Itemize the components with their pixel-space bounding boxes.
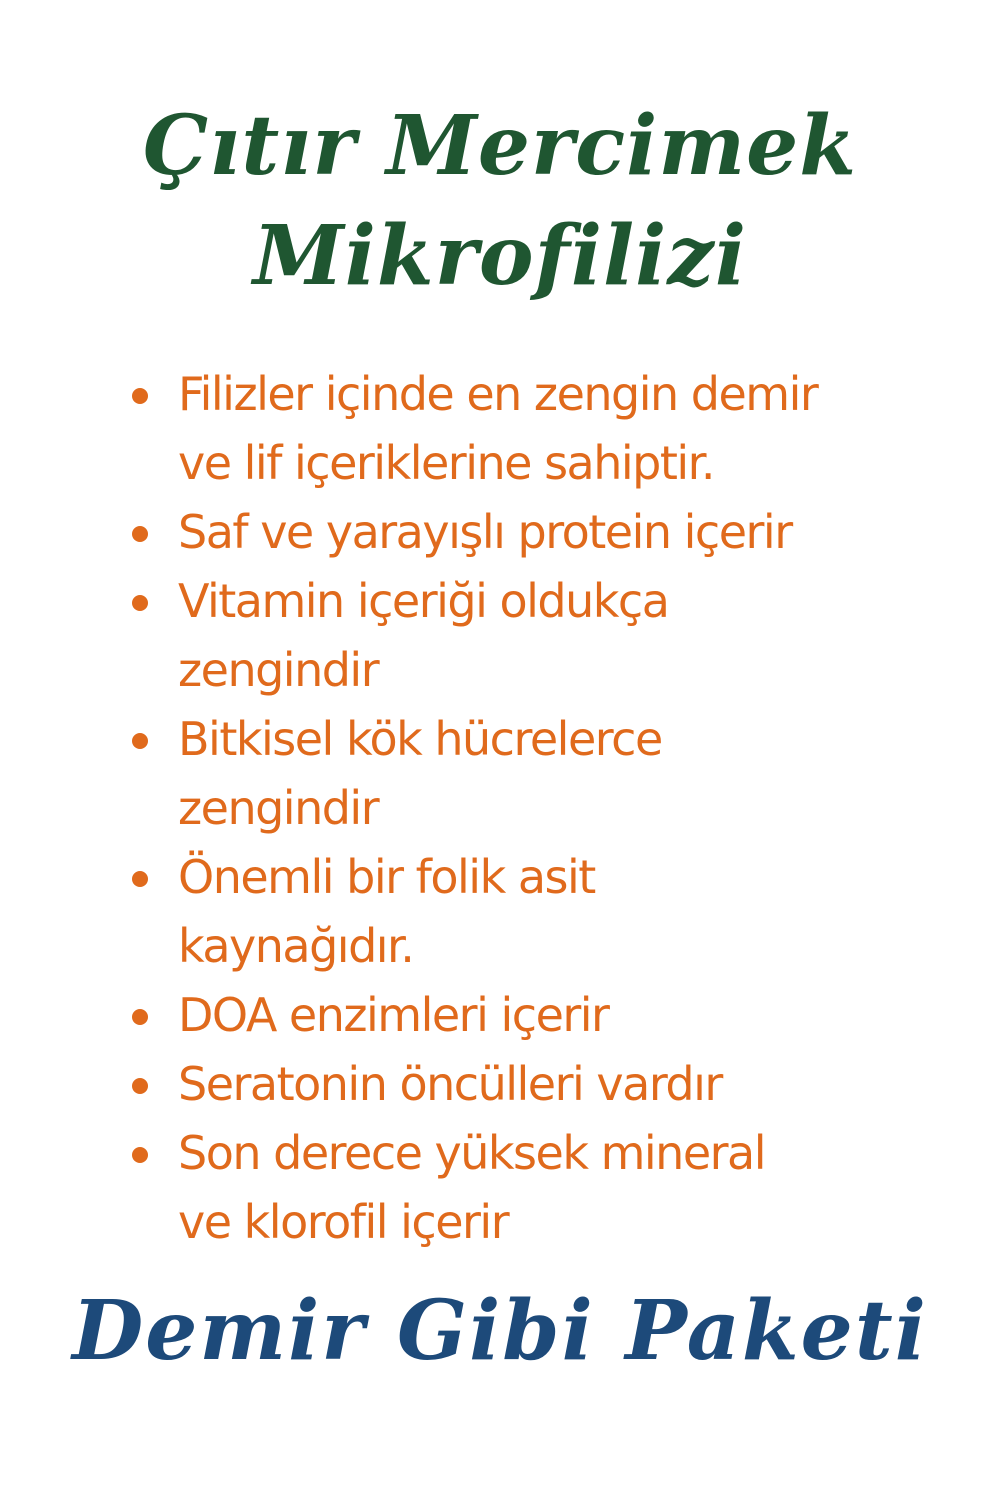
benefits-list <box>130 360 960 1257</box>
bullet-dot-icon <box>132 1078 148 1094</box>
list-item <box>130 498 960 567</box>
list-item-line: DOA enzimleri içerir <box>178 988 609 1042</box>
list-item-line: kaynağıdır. <box>178 919 414 973</box>
list-item <box>130 567 960 705</box>
bullet-dot-icon <box>132 733 148 749</box>
bullet-dot-icon <box>132 526 148 542</box>
bullet-dot-icon <box>132 1147 148 1163</box>
list-item <box>130 360 960 498</box>
list-item-line: Önemli bir folik asit <box>178 850 595 904</box>
list-item-line: Bitkisel kök hücrelerce <box>178 712 662 766</box>
list-item-line: ve klorofil içerir <box>178 1195 509 1249</box>
list-item <box>130 981 960 1050</box>
list-item <box>130 705 960 843</box>
list-item-line: Son derece yüksek mineral <box>178 1126 766 1180</box>
bullet-dot-icon <box>132 871 148 887</box>
list-item <box>130 1119 960 1257</box>
list-item <box>130 843 960 981</box>
list-item-line: Vitamin içeriği oldukça <box>178 574 669 628</box>
bullet-dot-icon <box>132 1009 148 1025</box>
title-line-2: Mikrofilizi <box>252 208 748 304</box>
list-item-line: zengindir <box>178 643 379 697</box>
list-item-line: Saf ve yarayışlı protein içerir <box>178 505 792 559</box>
title-line-1: Çıtır Mercimek <box>142 98 858 194</box>
bullet-dot-icon <box>132 388 148 404</box>
list-item-line: Seratonin öncülleri vardır <box>178 1057 722 1111</box>
footer-slogan: Demir Gibi Paketi <box>72 1283 928 1379</box>
list-item-line: zengindir <box>178 781 379 835</box>
list-item <box>130 1050 960 1119</box>
bullet-dot-icon <box>132 595 148 611</box>
list-item-line: Filizler içinde en zengin demir <box>178 367 818 421</box>
list-item-line: ve lif içeriklerine sahiptir. <box>178 436 714 490</box>
